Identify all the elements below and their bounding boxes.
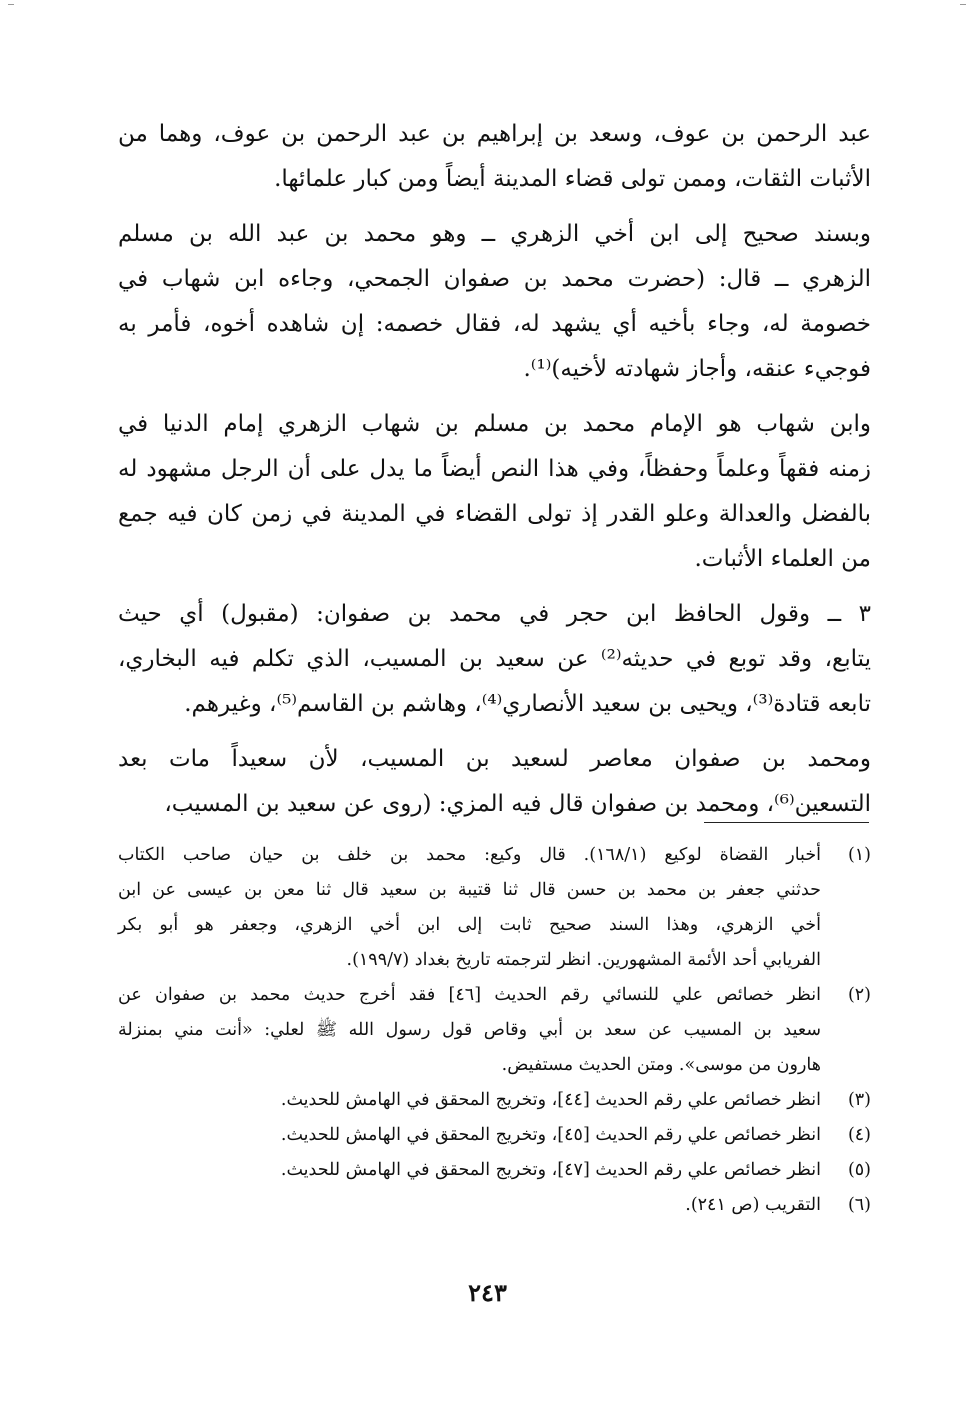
text-line: يتابع، وقد توبع في حديثه⁽²⁾ عن سعيد بن المسيب، الذي تكلم فيه البخاري، (118, 646, 872, 672)
footnote-line: حدثني جعفر بن محمد بن حسن قال ثنا قتيبة بن سعيد قال ثنا معن بن عيسى عن ابن (118, 880, 821, 900)
footnote (118, 1188, 871, 1223)
footnote-number: (٢) (847, 985, 871, 1005)
text-line: خصومة له، وجاء بأخيه أي يشهد له، فقال خصمه: إن شاهده أخوه، فأمر به (118, 311, 871, 337)
footnote-line: التقريب (ص ٢٤١). (685, 1195, 821, 1215)
text-line: ومحمد بن صفوان معاصر لسعيد بن المسيب، لأن سعيداً مات بعد (118, 746, 871, 772)
footnote-number: (٣) (847, 1090, 871, 1110)
text-line: فوجيء عنقه، وأجاز شهادته لأخيه)⁽¹⁾. (523, 356, 871, 382)
paragraph (118, 402, 871, 582)
footnote-line: سعيد بن المسيب عن سعد بن أبي وقاص قول رسول الله ﷺ لعلي: «أنت مني بمنزلة (118, 1020, 821, 1040)
paragraph (118, 737, 871, 827)
footnote-line: انظر خصائص علي رقم الحديث [٤٥]، وتخريج المحقق في الهامش للحديث. (280, 1125, 821, 1145)
paragraph (118, 112, 871, 202)
page-number: ٢٤٣ (468, 1278, 507, 1307)
footnote (118, 1083, 871, 1118)
footnote-line: هارون من موسى». ومتن الحديث مستفيض. (501, 1055, 821, 1075)
text-line: الأثبات الثقات، وممن تولى قضاء المدينة أيضاً ومن كبار علمائها. (274, 166, 871, 192)
footnote-line: انظر خصائص علي رقم الحديث [٤٤]، وتخريج المحقق في الهامش للحديث. (280, 1090, 821, 1110)
text-line: الزهري ــ قال: (حضرت محمد بن صفوان الجمحي، وجاءه ابن شهاب في (118, 266, 871, 292)
footnote-line: انظر خصائص علي رقم الحديث [٤٧]، وتخريج المحقق في الهامش للحديث. (280, 1160, 821, 1180)
footnote-number: (٤) (847, 1125, 871, 1145)
footnote-number: (١) (847, 845, 871, 865)
footnote (118, 1118, 871, 1153)
footnotes (118, 838, 871, 1223)
footnote (118, 838, 871, 978)
footnote (118, 978, 871, 1083)
text-line: ٣ ــ وقول الحافظ ابن حجر في محمد بن صفوان: (مقبول) أي حيث (118, 601, 871, 627)
scan-mark (960, 4, 966, 5)
text-line: من العلماء الأثبات. (694, 546, 871, 572)
text-line: عبد الرحمن بن عوف، وسعد بن إبراهيم بن عبد الرحمن بن عوف، وهما من (118, 121, 871, 147)
scan-mark (8, 4, 14, 5)
footnote-separator (704, 822, 869, 823)
main-text (118, 112, 871, 827)
footnote-line: انظر خصائص علي للنسائي رقم الحديث [٤٦] فقد أخرج حديث محمد بن صفوان عن (118, 985, 822, 1005)
text-line: بالفضل والعدالة وعلو القدر إذ تولى القضاء في المدينة في زمن كان فيه جمع (118, 501, 871, 527)
paragraph (118, 212, 871, 392)
text-line: وبسند صحيح إلى ابن أخي الزهري ــ وهو محمد بن عبد الله بن مسلم (118, 221, 871, 247)
paragraph (118, 592, 871, 727)
text-line: التسعين⁽⁶⁾، ومحمد بن صفوان قال فيه المزي: (روى عن سعيد بن المسيب، (164, 791, 871, 817)
text-line: وابن شهاب هو الإمام محمد بن مسلم بن شهاب الزهري إمام الدنيا في (118, 411, 871, 437)
footnote-line: أخي الزهري، وهذا السند صحيح ثابت إلى ابن أخي الزهري، وجعفر هو أبو بكر (118, 915, 821, 935)
footnote-number: (٦) (847, 1195, 871, 1215)
text-line: زمنه فقهاً وعلماً وحفظاً، وفي هذا النص أيضاً ما يدل على أن الرجل مشهود له (118, 456, 871, 482)
footnote (118, 1153, 871, 1188)
footnote-number: (٥) (847, 1160, 871, 1180)
text-line: تابعه قتادة⁽³⁾، ويحيى بن سعيد الأنصاري⁽⁴⁾، وهاشم بن القاسم⁽⁵⁾، وغيرهم. (184, 691, 871, 717)
footnote-line: الفريابي أحد الأئمة المشهورين. انظر لترجمته تاريخ بغداد (١٩٩/٧). (346, 950, 821, 970)
footnote-line: أخبار القضاة لوكيع (١٦٨/١). قال وكيع: محمد بن خلف بن حيان صاحب الكتاب (118, 845, 821, 865)
